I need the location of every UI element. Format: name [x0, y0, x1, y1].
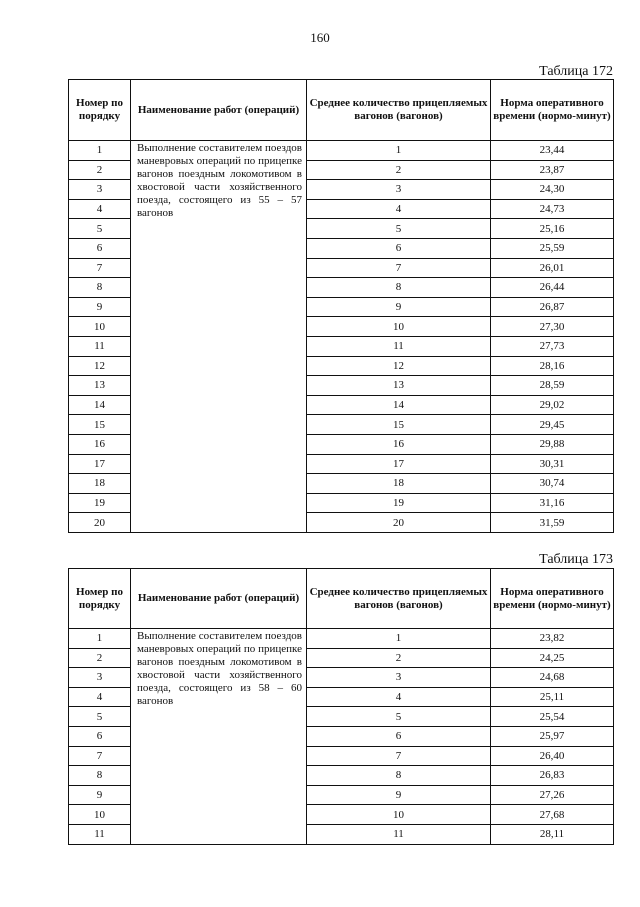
row-number: 9 [69, 297, 131, 317]
table-row [69, 629, 614, 649]
wagon-count-cell: 3 [307, 180, 491, 200]
header-number: Номер по порядку [69, 80, 131, 141]
time-norm-cell: 26,44 [491, 278, 614, 298]
wagon-count-cell: 6 [307, 726, 491, 746]
time-norm-cell: 23,44 [491, 141, 614, 161]
table-172 [68, 79, 614, 533]
time-norm-cell: 25,97 [491, 726, 614, 746]
wagon-count-cell: 2 [307, 648, 491, 668]
time-norm-cell: 31,16 [491, 493, 614, 513]
wagon-count-cell: 9 [307, 785, 491, 805]
time-norm-cell: 24,30 [491, 180, 614, 200]
wagon-count-cell: 10 [307, 317, 491, 337]
row-number: 3 [69, 668, 131, 688]
page-number: 160 [310, 30, 330, 45]
table-row [69, 141, 614, 161]
wagon-count-cell: 1 [307, 141, 491, 161]
row-number: 14 [69, 395, 131, 415]
time-norm-cell: 28,59 [491, 376, 614, 396]
wagon-count-cell: 19 [307, 493, 491, 513]
row-number: 4 [69, 687, 131, 707]
wagon-count-cell: 1 [307, 629, 491, 649]
time-norm-cell: 26,83 [491, 766, 614, 786]
time-norm-cell: 24,25 [491, 648, 614, 668]
row-number: 16 [69, 434, 131, 454]
row-number: 10 [69, 317, 131, 337]
header-number: Номер по порядку [69, 569, 131, 629]
time-norm-cell: 25,16 [491, 219, 614, 239]
time-norm-cell: 24,73 [491, 199, 614, 219]
row-number: 19 [69, 493, 131, 513]
row-number: 11 [69, 336, 131, 356]
wagon-count-cell: 7 [307, 746, 491, 766]
time-norm-cell: 25,11 [491, 687, 614, 707]
row-number: 12 [69, 356, 131, 376]
row-number: 3 [69, 180, 131, 200]
time-norm-cell: 26,87 [491, 297, 614, 317]
time-norm-cell: 30,74 [491, 474, 614, 494]
wagon-count-cell: 13 [307, 376, 491, 396]
wagon-count-cell: 5 [307, 707, 491, 727]
operation-description: Выполнение составителем поездов маневровых операций по прицепке вагонов поездным локомотивом в хвостовой части хозяйственного поезда, состоящего из 55 – 57 вагонов [131, 141, 307, 533]
header-wagon-count: Среднее количество прицепляемых вагонов (вагонов) [307, 80, 491, 141]
wagon-count-cell: 7 [307, 258, 491, 278]
time-norm-cell: 23,82 [491, 629, 614, 649]
time-norm-cell: 23,87 [491, 160, 614, 180]
table-header-row [69, 569, 614, 629]
row-number: 18 [69, 474, 131, 494]
time-norm-cell: 27,73 [491, 336, 614, 356]
time-norm-cell: 26,01 [491, 258, 614, 278]
wagon-count-cell: 3 [307, 668, 491, 688]
wagon-count-cell: 16 [307, 434, 491, 454]
table-172-caption: Таблица 172 [539, 64, 613, 79]
time-norm-cell: 25,59 [491, 238, 614, 258]
wagon-count-cell: 11 [307, 336, 491, 356]
wagon-count-cell: 17 [307, 454, 491, 474]
wagon-count-cell: 5 [307, 219, 491, 239]
wagon-count-cell: 4 [307, 199, 491, 219]
row-number: 8 [69, 766, 131, 786]
time-norm-cell: 30,31 [491, 454, 614, 474]
time-norm-cell: 29,02 [491, 395, 614, 415]
header-time-norm: Норма оперативного времени (нормо-минут) [491, 80, 614, 141]
wagon-count-cell: 15 [307, 415, 491, 435]
row-number: 7 [69, 746, 131, 766]
time-norm-cell: 27,68 [491, 805, 614, 825]
header-operation-name: Наименование работ (операций) [131, 80, 307, 141]
header-wagon-count: Среднее количество прицепляемых вагонов (вагонов) [307, 569, 491, 629]
row-number: 2 [69, 160, 131, 180]
table-header-row [69, 80, 614, 141]
row-number: 20 [69, 513, 131, 533]
time-norm-cell: 31,59 [491, 513, 614, 533]
row-number: 6 [69, 238, 131, 258]
time-norm-cell: 26,40 [491, 746, 614, 766]
time-norm-cell: 25,54 [491, 707, 614, 727]
row-number: 1 [69, 629, 131, 649]
time-norm-cell: 27,26 [491, 785, 614, 805]
time-norm-cell: 29,45 [491, 415, 614, 435]
row-number: 11 [69, 824, 131, 844]
time-norm-cell: 28,16 [491, 356, 614, 376]
row-number: 15 [69, 415, 131, 435]
wagon-count-cell: 4 [307, 687, 491, 707]
wagon-count-cell: 14 [307, 395, 491, 415]
wagon-count-cell: 8 [307, 766, 491, 786]
wagon-count-cell: 8 [307, 278, 491, 298]
row-number: 8 [69, 278, 131, 298]
row-number: 17 [69, 454, 131, 474]
wagon-count-cell: 18 [307, 474, 491, 494]
row-number: 5 [69, 219, 131, 239]
row-number: 7 [69, 258, 131, 278]
row-number: 1 [69, 141, 131, 161]
header-time-norm: Норма оперативного времени (нормо-минут) [491, 569, 614, 629]
time-norm-cell: 28,11 [491, 824, 614, 844]
table-173-caption: Таблица 173 [539, 552, 613, 567]
row-number: 13 [69, 376, 131, 396]
row-number: 2 [69, 648, 131, 668]
wagon-count-cell: 10 [307, 805, 491, 825]
wagon-count-cell: 9 [307, 297, 491, 317]
wagon-count-cell: 20 [307, 513, 491, 533]
row-number: 9 [69, 785, 131, 805]
row-number: 10 [69, 805, 131, 825]
row-number: 5 [69, 707, 131, 727]
operation-description: Выполнение составителем поездов маневровых операций по прицепке вагонов поездным локомотивом в хвостовой части хозяйственного поезда, состоящего из 58 – 60 вагонов [131, 629, 307, 845]
row-number: 6 [69, 726, 131, 746]
row-number: 4 [69, 199, 131, 219]
time-norm-cell: 29,88 [491, 434, 614, 454]
wagon-count-cell: 12 [307, 356, 491, 376]
time-norm-cell: 24,68 [491, 668, 614, 688]
wagon-count-cell: 2 [307, 160, 491, 180]
table-173 [68, 568, 614, 845]
wagon-count-cell: 6 [307, 238, 491, 258]
wagon-count-cell: 11 [307, 824, 491, 844]
header-operation-name: Наименование работ (операций) [131, 569, 307, 629]
time-norm-cell: 27,30 [491, 317, 614, 337]
